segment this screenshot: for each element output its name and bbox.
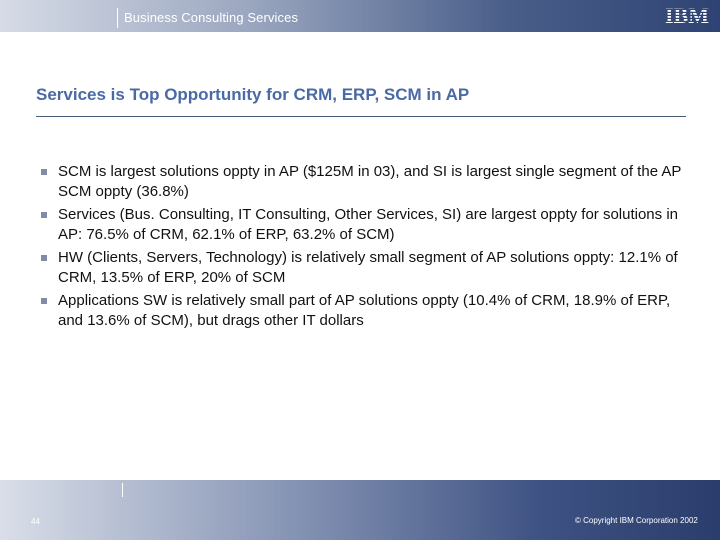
bullet-item [40,162,690,202]
title-divider [36,116,686,117]
bullet-text: SCM is largest solutions oppty in AP ($125M in 03), and SI is largest single segment of the AP SCM oppty (36.8%) [58,163,682,200]
ibm-logo-text: IBM [665,4,709,26]
bullet-text: Applications SW is relatively small part of AP solutions oppty (10.4% of CRM, 18.9% of ERP, and 13.6% of SCM), but drags other IT dollars [58,292,671,329]
bullet-text: Services (Bus. Consulting, IT Consulting, Other Services, SI) are largest oppty for solutions in AP: 76.5% of CRM, 62.1% of ERP, 63.2% of SCM) [58,206,678,243]
page-title: Services is Top Opportunity for CRM, ERP, SCM in AP [36,85,470,104]
square-bullet-icon [41,255,47,261]
ibm-logo [662,4,712,26]
header-title: Business Consulting Services [124,10,299,25]
bullet-item [40,291,690,331]
square-bullet-icon [41,298,47,304]
square-bullet-icon [41,169,47,175]
bullet-text: HW (Clients, Servers, Technology) is relatively small segment of AP solutions oppty: 12.1% of CRM, 13.5% of ERP, 20% of SCM [58,249,678,286]
square-bullet-icon [41,212,47,218]
page-number: 44 [31,517,40,526]
footer-band [0,480,720,540]
bullet-list [40,162,690,334]
bullet-item [40,248,690,288]
bullet-item [40,205,690,245]
header-band [0,0,720,32]
header-divider [117,8,118,28]
copyright-notice: © Copyright IBM Corporation 2002 [575,516,698,525]
footer-divider [122,483,123,497]
